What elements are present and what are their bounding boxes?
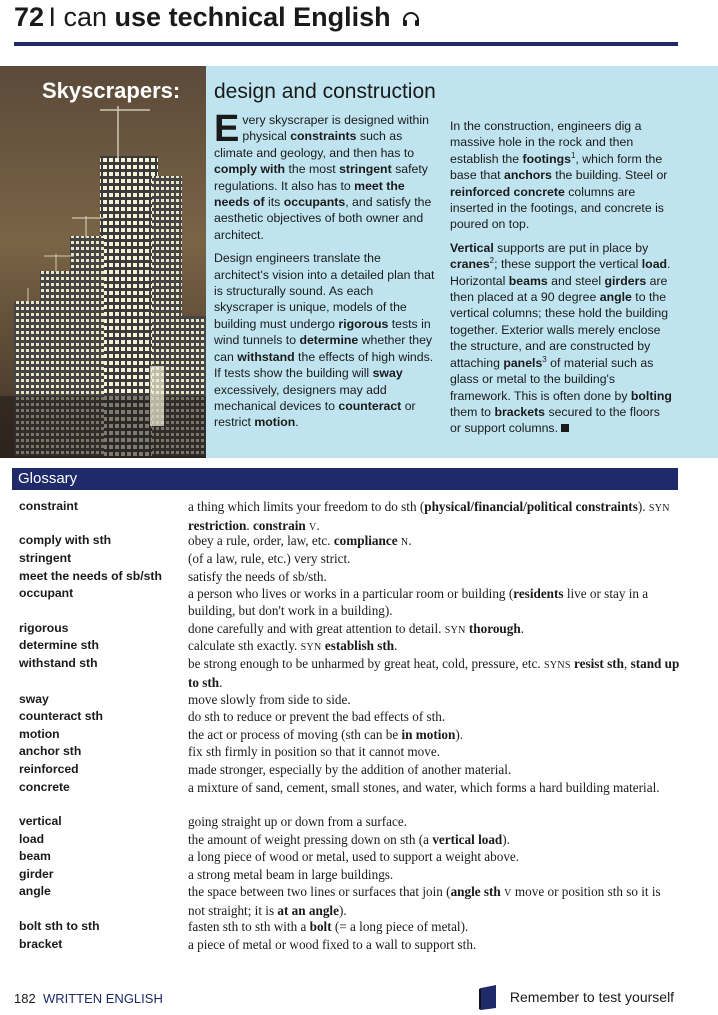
glossary-definition: the act or process of moving (sth can be in motion). (188, 727, 464, 742)
glossary-term: concrete (19, 780, 70, 794)
book-icon (478, 984, 500, 1013)
glossary-term: meet the needs of sb/sth (19, 569, 162, 583)
unit-title-prefix: I can (48, 2, 115, 32)
glossary-definition: a long piece of wood or metal, used to support a weight above. (188, 849, 520, 864)
glossary-term: stringent (19, 551, 72, 565)
glossary-definition: a piece of metal or wood fixed to a wall to support sth. (188, 937, 477, 952)
unit-title (49, 2, 399, 32)
glossary-definition: (of a law, rule, etc.) very strict. (188, 551, 351, 566)
reminder (478, 984, 674, 1013)
glossary-definition: the space between two lines or surfaces that join (angle sth V move or position sth so it is not straight; it is at an angle). (188, 884, 661, 919)
skyscraper-photo (0, 66, 206, 458)
article-paragraph (450, 118, 674, 233)
glossary-definition: a thing which limits your freedom to do sth (physical/financial/political constraints). SYN restriction. constrain V. (188, 499, 670, 534)
unit-number: 72 (14, 2, 45, 32)
glossary-definition: the amount of weight pressing down on sth (a vertical load). (188, 832, 510, 847)
headphones-icon (402, 11, 420, 32)
glossary-definition: a mixture of sand, cement, small stones, and water, which forms a hard building material. (188, 780, 660, 795)
glossary-definition: move slowly from side to side. (188, 692, 351, 707)
glossary-term: withstand sth (19, 656, 98, 670)
glossary-term: angle (19, 884, 51, 898)
glossary-definition: do sth to reduce or prevent the bad effects of sth. (188, 709, 446, 724)
glossary-definition: going straight up or down from a surface. (188, 814, 408, 829)
glossary-definition: fix sth firmly in position so that it cannot move. (188, 744, 441, 759)
article-column-2 (450, 118, 674, 444)
paragraph-text: very skyscraper is designed within physical constraints such as climate and geology, and then has to comply with the most stringent safety regulations. It also has to meet the needs of its occupants, and satisfy the aesthetic objectives of both owner and architect. (214, 113, 432, 242)
glossary-term: anchor sth (19, 744, 82, 758)
page-number: 182 (14, 991, 36, 1006)
glossary-term: rigorous (19, 621, 69, 635)
glossary-term: girder (19, 867, 54, 881)
feature-subtitle: design and construction (214, 80, 436, 103)
glossary-definition: satisfy the needs of sb/sth. (188, 569, 327, 584)
glossary-term: occupant (19, 586, 74, 600)
glossary-term: constraint (19, 499, 78, 513)
reminder-text: Remember to test yourself (509, 989, 675, 1006)
section-name: WRITTEN ENGLISH (42, 991, 163, 1006)
glossary-term: bolt sth to sth (19, 919, 100, 933)
paragraph-text: In the construction, engineers dig a massive hole in the rock and then establish the footings$^1$, which form the base that anchors the building. Steel or reinforced concrete columns are inserted in the footings, and concrete is poured on top. (450, 119, 668, 232)
article-paragraph (450, 240, 674, 437)
paragraph-text: Design engineers translate the architect's vision into a detailed plan that is structurally sound. As each skyscraper is unique, models of the building must undergo rigorous tests in wind tunnels to determine whether they can withstand the effects of high winds. If tests show the building will sway excessively, designers may add mechanical devices to counteract or restrict motion. (214, 251, 435, 430)
glossary-definition: made stronger, especially by the addition of another material. (188, 762, 512, 777)
glossary-definition: done carefully and with great attention to detail. SYN thorough. (188, 621, 524, 636)
glossary-term: vertical (19, 814, 62, 828)
feature-label: Skyscrapers: (42, 78, 181, 103)
glossary-term: load (19, 832, 45, 846)
glossary-definition: fasten sth to sth with a bolt (= a long piece of metal). (188, 919, 469, 934)
article-paragraph (214, 108, 436, 243)
end-mark-icon (561, 424, 569, 432)
glossary-term: counteract sth (19, 709, 103, 723)
glossary-term: comply with sth (19, 533, 112, 547)
glossary-term: reinforced (19, 762, 79, 776)
unit-title-bold: use technical English (114, 2, 391, 32)
paragraph-text: Vertical supports are put in place by cranes$^2$; these support the vertical load. Horizontal beams and steel girders are then placed at a 90 degree angle to the vertical columns; these hold the building together. Exterior walls merely enclose the structure, and are constructed by attaching panels$^3$ of material such as glass or metal to the building's framework. This is often done by bolting them to brackets secured to the floors or support columns. (450, 240, 672, 436)
glossary-term: sway (19, 692, 49, 706)
glossary-definition: calculate sth exactly. SYN establish sth. (188, 638, 398, 653)
glossary-term: determine sth (19, 638, 99, 652)
glossary-term: beam (19, 849, 51, 863)
header-rule (14, 42, 678, 46)
glossary-definition: a person who lives or works in a particular room or building (residents live or stay in a building, but don't work in a building). (188, 586, 649, 619)
glossary-term: bracket (19, 937, 63, 951)
glossary-term: motion (19, 727, 60, 741)
glossary-heading: Glossary (18, 470, 78, 487)
page-footer (14, 991, 163, 1006)
article-paragraph (214, 250, 436, 430)
page-header (14, 2, 678, 44)
drop-cap: E (214, 108, 240, 150)
glossary-definition: a strong metal beam in large buildings. (188, 867, 394, 882)
glossary-definition: be strong enough to be unharmed by great heat, cold, pressure, etc. SYNS resist sth, stand up to sth. (188, 656, 680, 691)
article-column-1 (214, 108, 436, 438)
glossary-definition: obey a rule, order, law, etc. compliance N. (188, 533, 412, 548)
glossary-header (12, 468, 678, 490)
